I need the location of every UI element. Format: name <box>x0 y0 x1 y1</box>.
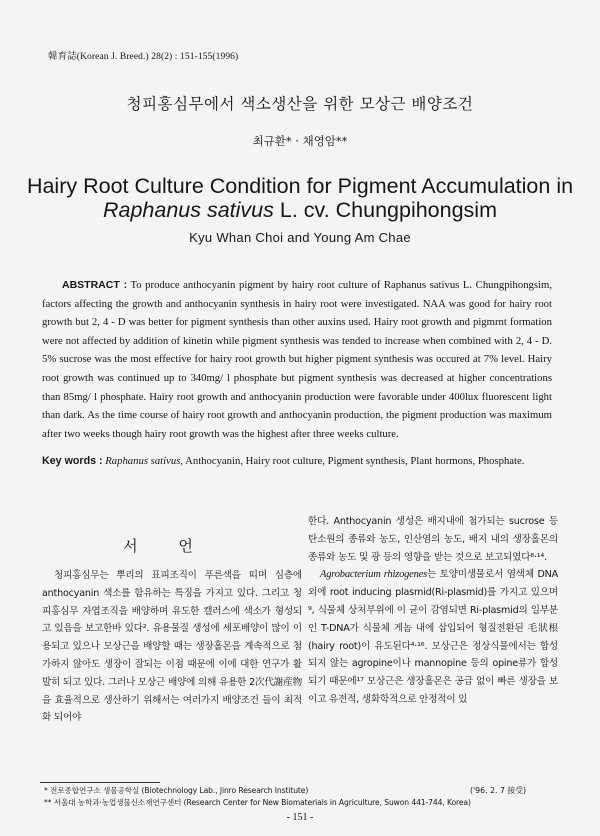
received-date: ('96. 2. 7 接受) <box>470 786 527 795</box>
keywords-list: Anthocyanin, Hairy root culture, Pigment synthesis, Plant hormons, Phosphate. <box>183 455 525 467</box>
korean-title: 청피홍심무에서 색소생산을 위한 모상근 배양조건 <box>126 95 474 113</box>
page-number: - 151 - <box>286 812 314 823</box>
keywords-values <box>105 452 525 470</box>
bacterium-name: Agrobacterium rhizogenes <box>320 569 428 581</box>
journal-header: 韓育誌(Korean J. Breed.) 28(2) : 151-155(1996) <box>48 52 239 62</box>
english-title <box>0 174 600 222</box>
keywords-species: Raphanus sativus, <box>105 455 184 467</box>
english-title-line1: Hairy Root Culture Condition for Pigment Accumulation in <box>26 174 574 198</box>
right-column-paragraph-2-text: 는 토양미생물로서 염색체 DNA 외에 root inducing plasmid(Ri-plasmid)를 가지고 있으며⁹, 식물체 상처부위에 이 균이 감염되면 Ri-plasmid의 일부분인 T-DNA가 식물체 게놈 내에 삽입되어 형질전환된 毛狀根(hairy root)이 유도된다⁴·¹⁶. 모상근은 정상식물에서는 합성되지 않는 agropine이나 mannopine 등의 opine류가 합성되기 때문에¹⁷ 모상근은 생장홀몬은 공급 없이 빠른 생장을 보이고 유전적, 생화학적으로 안정적이 있 <box>308 569 558 705</box>
english-title-line2 <box>0 198 600 222</box>
abstract <box>42 276 552 443</box>
abstract-text: To produce anthocyanin pigment by hairy root culture of Raphanus sativus L. Chungpihongsim, factors affecting the growth and anthocyanin synthesis in hairy root were investigated. NAA was good for hairy root growth but 2, 4 - D was better for pigment synthesis than other auxins used. Hairy root growth and pigmrnt formation were not affected by addition of kinetin while pigment synthesis was tended to increase when combined with 2, 4 - D. 5% sucrose was the most effective for hairy root growth but higher pigment synthesis was occured at 7% level. Hairy root growth was continued up to 340mg/ l phosphate but pigment synthesis was decreased at higher concentrations than 85mg/ l phosphate. Hairy root growth and anthocyanin production were favorable under 400lux fluorescent light than dark. As the time course of hairy root growth and anthocyanin production, the pigment production was maximum after two weeks though hairy root growth was the highest after three weeks culture. <box>42 279 552 440</box>
abstract-label: ABSTRACT : <box>62 279 128 291</box>
right-column <box>308 513 558 709</box>
keywords-label: Key words : <box>42 455 103 467</box>
species-name: Raphanus sativus <box>102 198 274 222</box>
korean-authors: 최규환* · 채영암** <box>252 134 348 148</box>
cultivar-name: L. cv. Chungpihongsim <box>273 198 497 222</box>
right-column-paragraph-1: 한다. Anthocyanin 생성은 배지내에 첨가되는 sucrose 등 탄소원의 종류와 농도, 인산염의 농도, 배지 내의 생장홀몬의 종류와 농도 및 광 등의 영향을 받는 것으로 보고되였다⁸·¹⁴. <box>308 516 558 563</box>
footnote-divider <box>40 782 160 783</box>
footnote-affiliation-1: * 전로종합연구소 생물공학실 (Biotechnology Lab., Jinro Research Institute) <box>44 786 309 795</box>
section-heading-introduction: 서 언 <box>123 537 211 555</box>
keywords <box>42 452 562 470</box>
right-column-paragraph-2 <box>308 566 558 708</box>
english-authors: Kyu Whan Choi and Young Am Chae <box>189 230 411 245</box>
left-column-text: 청피홍심무는 뿌리의 표피조직이 푸른색을 띠며 심층에 anthocyanin 색소를 함유하는 특징을 가지고 있다. 그리고 청피홍심무 자엽조직을 배양하며 유도한 캘러스에 색소가 형성되고 있음을 보고한바 있다². 유용물질 생성에 세포배양이 많이 이용되고 있으나 모상근을 배양할 때는 생장홀몬을 계속적으로 첨가하지 않아도 생장이 잘되는 이점 때문에 이에 대한 연구가 활발히 되고 있다. 그러나 모상근 배양에 의해 유용한 2次代謝産物을 효율적으로 생산하기 위해서는 여러가지 배양조건 들이 최적화 되어야 <box>42 570 302 724</box>
footnote-affiliation-2: ** 서울대 농학과·농업생물신소재연구센터 (Research Center for New Biomaterials in Agriculture, Suwon 441-744, Korea) <box>44 798 471 807</box>
